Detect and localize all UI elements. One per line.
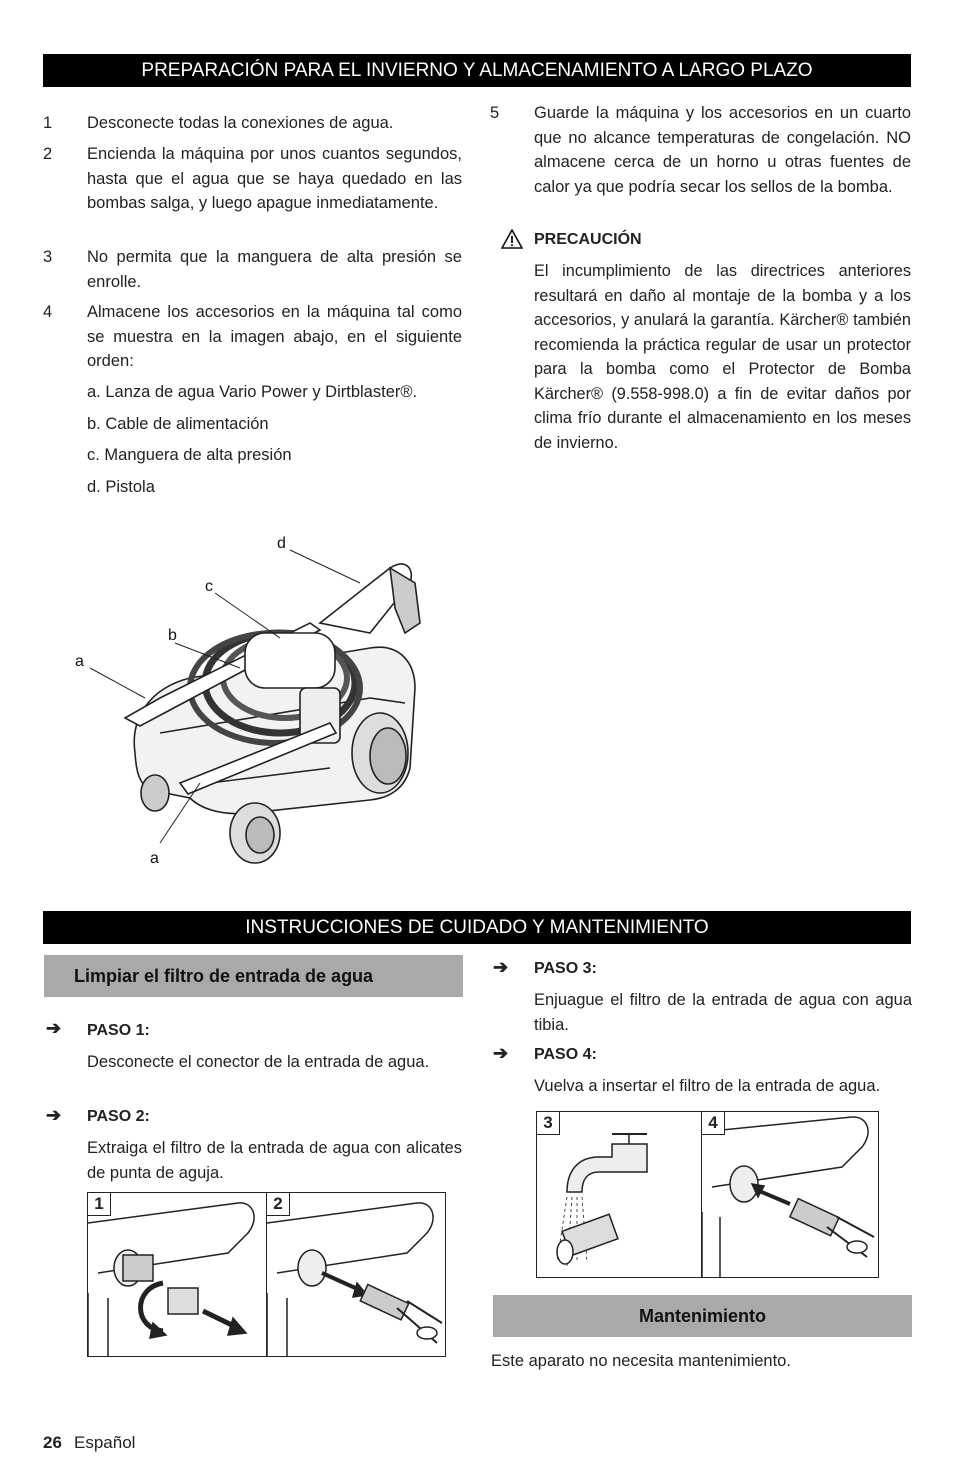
step-number: 4 — [43, 303, 53, 321]
step-text: No permita que la manguera de alta presión se enrolle. — [87, 248, 462, 291]
warning-triangle-icon — [501, 229, 523, 254]
subsection-header-maintenance: Mantenimiento — [493, 1295, 912, 1337]
step-label: PASO 4: — [534, 1046, 597, 1063]
figure-number: 4 — [702, 1112, 725, 1135]
step-number: 2 — [43, 145, 53, 163]
sublist-item: d. Pistola — [87, 478, 155, 496]
step-text: Desconecte el conector de la entrada de agua. — [87, 1053, 430, 1071]
step-text: Vuelva a insertar el filtro de la entrada de agua. — [534, 1077, 881, 1095]
step-number: 5 — [490, 104, 500, 122]
figure-label-d: d — [277, 535, 286, 552]
section-header-winter: PREPARACIÓN PARA EL INVIERNO Y ALMACENAMIENTO A LARGO PLAZO — [43, 54, 911, 87]
figure-label-c: c — [205, 578, 213, 595]
step-text: Enjuague el filtro de la entrada de agua con agua tibia. — [534, 991, 912, 1034]
step-text: Encienda la máquina por unos cuantos segundos, hasta que el agua que se haya quedado en las bombas salga, y luego apague inmediatamente. — [87, 145, 462, 212]
arrow-right-icon: ➔ — [493, 1043, 509, 1063]
arrow-right-icon: ➔ — [46, 1105, 62, 1125]
figure-step-4 — [701, 1111, 879, 1278]
step-label: PASO 3: — [534, 960, 597, 977]
figure-number: 2 — [267, 1193, 290, 1216]
figure-step-2 — [266, 1192, 446, 1357]
figure-number: 1 — [88, 1193, 111, 1216]
subsection-header-filter: Limpiar el filtro de entrada de agua — [44, 955, 463, 997]
figure-label-b: b — [168, 627, 177, 644]
figure-step-1 — [87, 1192, 267, 1357]
step-label: PASO 1: — [87, 1022, 150, 1039]
figure-label-a: a — [150, 850, 159, 867]
step-text: Desconecte todas la conexiones de agua. — [87, 114, 394, 132]
step-text: Almacene los accesorios en la máquina tal como se muestra en la imagen abajo, en el siguiente orden: — [87, 303, 462, 370]
maintenance-text: Este aparato no necesita mantenimiento. — [491, 1352, 791, 1370]
sublist-item: b. Cable de alimentación — [87, 415, 269, 433]
sublist-item: a. Lanza de agua Vario Power y Dirtblaster®. — [87, 383, 418, 401]
step-text: Extraiga el filtro de la entrada de agua con alicates de punta de aguja. — [87, 1139, 462, 1182]
step-number: 3 — [43, 248, 53, 266]
step-number: 1 — [43, 114, 53, 132]
figure-number: 3 — [537, 1112, 560, 1135]
step-text: Guarde la máquina y los accesorios en un cuarto que no alcance temperaturas de congelación. NO almacene cerca de un horno u otras fuentes de calor ya que podría secar los sellos de la bomba. — [534, 104, 911, 196]
caution-text: El incumplimiento de las directrices anteriores resultará en daño al montaje de la bomba y a los accesorios, y anulará la garantía. Kärcher® también recomienda la práctica regular de usar un protector para la bomba como el Protector de Bomba Kärcher® (9.558-998.0) a fin de evitar daños por clima frío durante el almacenamiento en los meses de invierno. — [534, 262, 911, 452]
storage-illustration — [70, 528, 450, 873]
figure-label-a: a — [75, 653, 84, 670]
caution-title: PRECAUCIÓN — [534, 231, 642, 248]
page-number: 26 — [43, 1433, 62, 1452]
arrow-right-icon: ➔ — [493, 957, 509, 977]
figure-step-3 — [536, 1111, 702, 1278]
language-label: Español — [74, 1433, 136, 1452]
sublist-item: c. Manguera de alta presión — [87, 446, 292, 464]
section-header-maintenance: INSTRUCCIONES DE CUIDADO Y MANTENIMIENTO — [43, 911, 911, 944]
step-label: PASO 2: — [87, 1108, 150, 1125]
arrow-right-icon: ➔ — [46, 1018, 62, 1038]
